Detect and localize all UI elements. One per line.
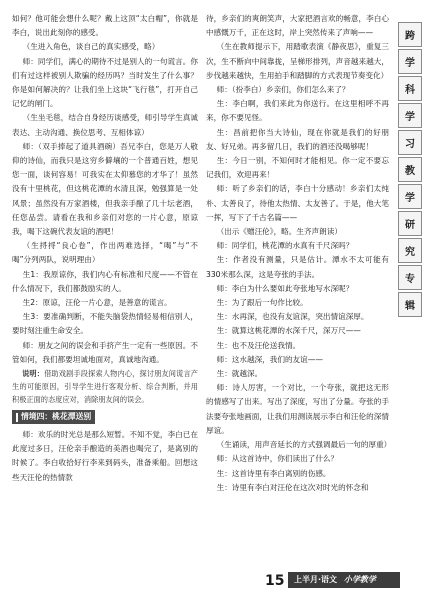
- page-number: 15: [265, 573, 285, 589]
- paragraph: 师：欢乐的时光总是那么短暂。不知不觉，李白已在此度过多日，汪伦亲手酿造的美酒也喝完了，是离别的时候了。李白收拾好行李来到码头，准备乘船。回想这些天汪伦的热情款: [12, 430, 198, 482]
- sidebar-char: 学: [398, 184, 422, 209]
- footer-bar: [288, 572, 400, 600]
- paragraph: （出示《赠汪伦》，略。生齐声朗读）: [216, 227, 342, 237]
- sidebar-char: 辑: [398, 292, 422, 317]
- note-label: 说明：: [22, 369, 45, 379]
- paragraph: （生在教师提示下，用踏歌表演《静夜思》，重复三次，生不断向中间靠拢，呈梯形排列，声音越来越大，步伐越来越快，生用拍手和踏脚的方式表现节奏变化）: [206, 42, 389, 80]
- page-footer: [0, 567, 427, 600]
- sidebar-char: 学: [398, 103, 422, 128]
- left-column: [12, 12, 198, 485]
- paragraph: 师：同学们，桃花潭的水真有千尺深吗？: [216, 241, 354, 251]
- right-column: [206, 12, 392, 495]
- issue-label: 上半月·语文: [294, 575, 338, 584]
- paragraph: 生：这首诗里有李白离别的伤感。: [216, 468, 331, 478]
- paragraph: （生坐毛毯，结合自身经历谈感受，师引导学生真诚表达、主动沟通、换位思考、互相体谅）: [12, 113, 198, 137]
- paragraph: 生：为了跟后一句作比较。: [216, 298, 308, 308]
- paragraph: 生：今日一别，不知何时才能相见。你一定不要忘记我们，欢迎再来！: [206, 156, 389, 180]
- paragraph: 生3：要准确判断，不能失脑袋热情轻易相信别人，要时刻注重生命安全。: [12, 312, 198, 336]
- paragraph: 师：这水越深，我们的友谊——: [216, 354, 323, 364]
- section-sidebar: [398, 22, 422, 317]
- paragraph: 生：水再深，也没有友谊深，突出情谊深厚。: [216, 312, 369, 322]
- paragraph: 师：诗人厉害，一个对比，一个夸张，就把这无形的情感写了出来。写出了深度，写出了分量。夸张的手法要夸张地画面，让我们用测读展示李白和汪伦的深情厚谊。: [206, 383, 389, 435]
- paragraph: （生捋捋“良心卷”，作出两难选择，“喝”与“不喝”分列两队，说明理由）: [12, 241, 198, 265]
- paragraph: 师：同学们，满心的期待不过是别人的一句谎言。你们有过这样被别人欺骗的经历吗？当时发生了什么事？你是如何解决的？让我们坐上这块“飞行毯”，打开自己记忆的闸门。: [12, 56, 198, 109]
- paragraph: 师：听了乡亲们的话，李白十分感动！乡亲们太纯朴、太善良了，待他太热情、太友善了。于是，他大笔一挥，写下了千古名篇——: [206, 184, 389, 222]
- paragraph: 师：（扮李白）乡亲们，你们怎么来了？: [216, 85, 350, 95]
- paragraph: 生2：原谅，汪伦一片心意，是善意的谎言。: [22, 298, 172, 308]
- sidebar-char: 跨: [398, 22, 422, 47]
- paragraph: 生1：我原谅你，我们内心有标准和尺度——不管在什么情况下，我们都鼓励实的人。: [12, 269, 198, 293]
- section-heading-label: 情境四：桃花潭送别: [21, 412, 92, 422]
- paragraph: 师：朋友之间的误会和手挤产生一定有一些原因。不管如何，我们都要坦诚地面对，真诚地沟通。: [12, 340, 198, 364]
- heading-bar-icon: [16, 413, 18, 422]
- note-text: 借助戏剧手段探索人物内心，探讨朋友间谎言产生的可能原因，引导学生进行客观分析、综合判断，并用积极正面的态度应对，消除朋友间的误会。: [12, 369, 198, 405]
- issue-date: 2025.6: [298, 591, 326, 600]
- paragraph: 生：就算这桃花潭的水深千尺，深万尺——: [216, 326, 361, 336]
- paragraph: 师：从这首诗中，你们读出了什么？: [216, 454, 339, 464]
- paragraph: 生：李白啊，我们来此为你送行。在这里相呼不再来，你不要见怪。: [206, 99, 389, 123]
- sidebar-char: 习: [398, 130, 422, 155]
- paragraph: 生：诗里有李白对汪伦在这次对时光的怀念和: [216, 482, 369, 492]
- journal-logo: 小学教学: [343, 575, 376, 584]
- paragraph: 如何？他可能会想什么呢？戴上这顶“太白帽”，你就是李白，说出此刻你的感受。: [12, 14, 198, 38]
- paragraph: 师：李白为什么要如此夸张地写水深呢？: [216, 283, 354, 293]
- sidebar-char: 究: [398, 238, 422, 263]
- paragraph: 待，乡亲们的爽朗笑声，大家把酒言欢的畅意，李白心中感慨万千，正在这时，岸上突然传来了声响——: [206, 14, 389, 38]
- sidebar-char: 科: [398, 76, 422, 101]
- paragraph: 师：（双手捧起了道具酒碗）吾兄李白，您是万人敬仰的诗仙，而我只是这穷乡僻壤的一个普通百姓，想见您一面，谈何容易！可我实在太仰慕您的才华了！虽然没有十里桃花，但这桃花潭的水清且深，勉强算是一处风景；虽然没有万家酒楼，但我亲手酿了几十坛老酒，任您品尝。请看在我和乡亲们对您的一片心意，原谅我，喝下这碗代表友谊的酒吧！: [12, 141, 198, 237]
- paragraph: 生：就越深。: [216, 369, 263, 379]
- paragraph: 生：作者没有测量，只是估计。潭水不太可能有330米那么深，这是夸张的手法。: [206, 255, 389, 279]
- section-heading: [12, 410, 95, 424]
- paragraph: 生：昌前把你当大诗仙，现在你就是我们的好朋友、好兄弟。再多留几日，我们的酒还没喝够呢！: [206, 127, 389, 151]
- sidebar-char: 教: [398, 157, 422, 182]
- sidebar-char: 学: [398, 49, 422, 74]
- note-paragraph: [12, 367, 198, 406]
- paragraph: （生诵读，用声音延长的方式强调最后一句的厚重）: [216, 440, 392, 450]
- paragraph: （生进入角色，谈自己的真实感受，略）: [22, 42, 160, 52]
- paragraph: 生：也不及汪伦送我情。: [216, 340, 301, 350]
- sidebar-char: 专: [398, 265, 422, 290]
- sidebar-char: 研: [398, 211, 422, 236]
